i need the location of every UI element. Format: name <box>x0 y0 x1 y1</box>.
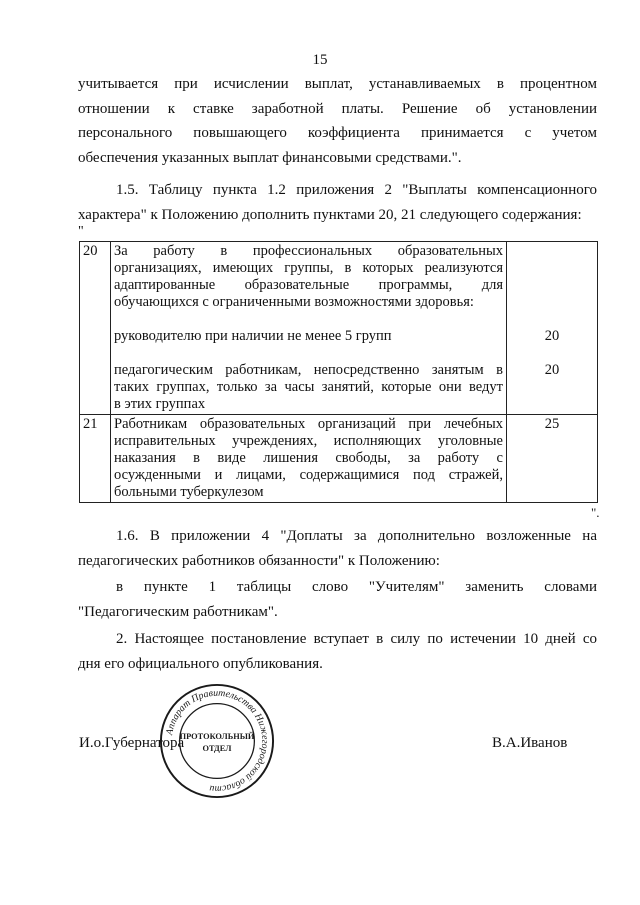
closing-quote: ". <box>591 505 600 520</box>
row-value: 25 <box>544 416 560 432</box>
text-line: адаптированные образовательные программы, для <box>114 277 503 293</box>
text-line: характера" к Положению дополнить пунктами 20, 21 следующего содержания: <box>78 206 582 223</box>
item-2-paragraph <box>78 627 597 676</box>
text-line: руководителю при наличии не менее 5 групп <box>114 328 392 344</box>
item-1-6-sub-paragraph <box>78 575 597 624</box>
row-value: 20 <box>544 328 560 344</box>
text-line: учитывается при исчислении выплат, устанавливаемых в процентном <box>78 76 597 92</box>
signatory-name: В.А.Иванов <box>492 735 568 751</box>
row-number: 20 <box>80 242 111 415</box>
text-line: отношении к ставке заработной платы. Решение об установлении <box>78 100 597 117</box>
continuation-paragraph <box>78 72 597 170</box>
text-line: 1.6. В приложении 4 "Доплаты за дополнительно возложенные на <box>116 528 597 544</box>
row-value-cell <box>507 415 598 503</box>
text-line: организациях, имеющих группы, в которых реализуются <box>114 260 503 276</box>
text-line: в пункте 1 таблицы слово "Учителям" заменить словами <box>116 579 597 595</box>
opening-quote: " <box>78 224 84 239</box>
table-row <box>80 415 598 503</box>
item-1-5-paragraph <box>78 178 597 227</box>
row-description <box>111 242 507 415</box>
stamp-center-line: ПРОТОКОЛЬНЫЙ <box>179 732 255 742</box>
text-line: педагогических работников обязанности" к Положению: <box>78 552 440 569</box>
table-row <box>80 242 598 415</box>
text-line: педагогическим работникам, непосредственно занятым в <box>114 362 503 378</box>
text-line: в этих группах <box>114 396 206 412</box>
text-line: "Педагогическим работникам". <box>78 603 278 620</box>
text-line: 1.5. Таблицу пункта 1.2 приложения 2 "Выплаты компенсационного <box>116 182 597 198</box>
text-line: обучающихся с ограниченными возможностями здоровья: <box>114 294 474 310</box>
allowance-table <box>79 241 598 503</box>
text-line: обеспечения указанных выплат финансовыми средствами.". <box>78 149 462 166</box>
text-line: таких группах, только за часы занятий, которые они ведут <box>114 379 503 395</box>
row-value-cell <box>507 242 598 415</box>
text-line: персонального повышающего коэффициента принимается с учетом <box>78 125 597 141</box>
row-value: 20 <box>544 362 560 378</box>
text-line: дня его официального опубликования. <box>78 655 323 672</box>
page-number: 15 <box>312 52 328 68</box>
text-line: Работникам образовательных организаций при лечебных <box>114 416 503 432</box>
row-description <box>111 415 507 503</box>
text-line: осужденными и лицами, содержащимися под стражей, <box>114 467 503 483</box>
row-number: 21 <box>80 415 111 503</box>
item-1-6-paragraph <box>78 524 597 573</box>
official-stamp <box>158 682 276 800</box>
signatory-title: И.о.Губернатора <box>79 735 185 751</box>
text-line: 2. Настоящее постановление вступает в силу по истечении 10 дней со <box>116 631 597 647</box>
text-line: наказания в виде лишения свободы, за работу с <box>114 450 503 466</box>
stamp-center-line: ОТДЕЛ <box>202 743 232 753</box>
text-line: За работу в профессиональных образовательных <box>114 243 503 259</box>
text-line: больными туберкулезом <box>114 484 264 500</box>
stamp-ring-text: Аппарат Правительства Нижегородской области <box>164 687 271 795</box>
text-line: исправительных учреждениях, исполняющих уголовные <box>114 433 503 449</box>
